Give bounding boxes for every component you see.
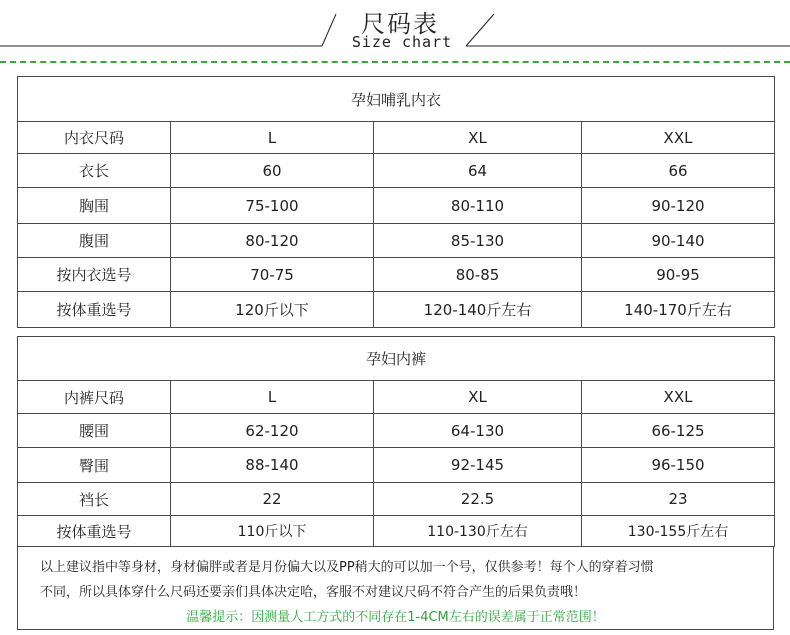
cell-xl: 110-130斤左右 — [374, 516, 582, 547]
header-left-slash — [322, 14, 336, 46]
cell-xl: 120-140斤左右 — [374, 292, 582, 328]
table-row — [18, 154, 775, 188]
cell-l: 70-75 — [171, 258, 374, 292]
cell-l: 80-120 — [171, 224, 374, 258]
cell-l: 110斤以下 — [171, 516, 374, 547]
underwear-header-size: 内衣尺码 — [18, 122, 171, 154]
notes-line-2: 不同，所以具体穿什么尺码还要亲们具体决定哈，客服不对建议尺码不符合产生的后果负责哦！ — [40, 585, 587, 600]
cell-xl: 80-85 — [374, 258, 582, 292]
pants-table-title: 孕妇内裤 — [18, 337, 775, 381]
cell-l: 75-100 — [171, 188, 374, 224]
row-label: 按体重选号 — [18, 516, 171, 547]
header-right-slash — [466, 14, 494, 46]
table-row — [18, 188, 775, 224]
cell-xxl: 23 — [582, 483, 775, 516]
row-label: 裆长 — [18, 483, 171, 516]
size-notes — [17, 546, 774, 630]
cell-xl: 22.5 — [374, 483, 582, 516]
cell-l: 88-140 — [171, 448, 374, 483]
cell-xl: 80-110 — [374, 188, 582, 224]
cell-xl: 85-130 — [374, 224, 582, 258]
row-label: 腹围 — [18, 224, 171, 258]
table-row — [18, 292, 775, 328]
row-label: 衣长 — [18, 154, 171, 188]
cell-l: 60 — [171, 154, 374, 188]
table-row — [18, 483, 775, 516]
cell-l: 22 — [171, 483, 374, 516]
cell-xxl: 90-95 — [582, 258, 775, 292]
cell-l: 120斤以下 — [171, 292, 374, 328]
pants-size-table — [17, 336, 775, 547]
page-title: 尺码表 — [361, 10, 439, 38]
pants-header-size: 内裤尺码 — [18, 381, 171, 414]
pants-header-xxl: XXL — [582, 381, 775, 414]
table-row — [18, 448, 775, 483]
cell-xxl: 130-155斤左右 — [582, 516, 775, 547]
cell-xl: 64 — [374, 154, 582, 188]
underwear-size-table — [17, 76, 775, 328]
cell-xxl: 66-125 — [582, 414, 775, 448]
page-subtitle: Size chart — [351, 33, 453, 51]
underwear-header-l: L — [171, 122, 374, 154]
underwear-header-xxl: XXL — [582, 122, 775, 154]
cell-xxl: 90-120 — [582, 188, 775, 224]
pants-header-xl: XL — [374, 381, 582, 414]
cell-xl: 92-145 — [374, 448, 582, 483]
cell-xxl: 66 — [582, 154, 775, 188]
notes-line-1: 以上建议指中等身材，身材偏胖或者是月份偏大以及PP稍大的可以加一个号，仅供参考！每个人的穿着习惯 — [40, 560, 654, 575]
row-label: 臀围 — [18, 448, 171, 483]
table-row — [18, 224, 775, 258]
green-dashed-divider — [0, 61, 790, 63]
table-row — [18, 516, 775, 547]
row-label: 按内衣选号 — [18, 258, 171, 292]
size-chart-header — [0, 0, 790, 66]
cell-l: 62-120 — [171, 414, 374, 448]
pants-header-l: L — [171, 381, 374, 414]
underwear-table-title: 孕妇哺乳内衣 — [18, 77, 775, 122]
cell-xxl: 140-170斤左右 — [582, 292, 775, 328]
cell-xl: 64-130 — [374, 414, 582, 448]
measurement-tip: 温馨提示：因测量人工方式的不同存在1-4CM左右的误差属于正常范围！ — [186, 610, 605, 625]
underwear-header-xl: XL — [374, 122, 582, 154]
row-label: 胸围 — [18, 188, 171, 224]
table-row — [18, 258, 775, 292]
table-row — [18, 414, 775, 448]
row-label: 按体重选号 — [18, 292, 171, 328]
cell-xxl: 90-140 — [582, 224, 775, 258]
row-label: 腰围 — [18, 414, 171, 448]
cell-xxl: 96-150 — [582, 448, 775, 483]
